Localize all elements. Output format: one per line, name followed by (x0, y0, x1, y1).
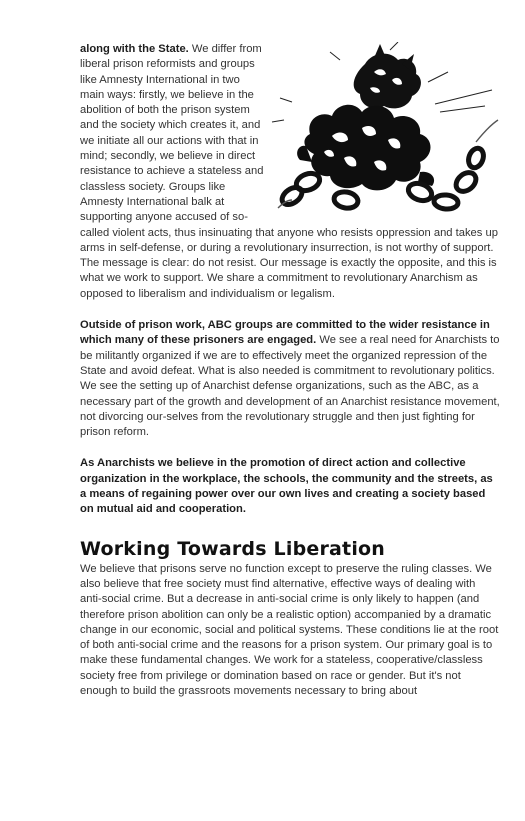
illustration-svg (270, 42, 500, 217)
section-heading-liberation: Working Towards Liberation (80, 537, 386, 560)
paragraph-abolition-body: We differ from liberal prison reformists and groups like Amnesty International in two main ways: firstly, we believe in the abolition of both the prison system and the society which creates it, and we initiate all our actions with that in mind; secondly, we believe in direct resistance to achieve a stateless and classless society. Groups like Amnesty International balk at supporting anyone accused of so-called violent acts, thus insinuating that anyone who resists oppression and takes up arms in self-defense, or during a revolutionary insurrection, is not worthy of support. The message is clear: do not resist. Our message is exactly the opposite, and this is what we work to support. We share a commitment to revolutionary Anarchism as opposed to liberalism and individualism or legalism. (80, 43, 498, 300)
paragraph-abolition (80, 42, 500, 302)
paragraph-abolition-lead: along with the State. (80, 43, 189, 55)
paragraph-resistance (80, 318, 500, 440)
paragraph-resistance-body: We see a real need for Anarchists to be militantly organized if we are to effectively meet the organized repression of the State and avoid defeat. What is also needed is commitment to revolutionary politics. We see the setting up of Anarchist defense organizations, such as the ABC, as a necessary part of the growth and development of an Anarchist resistance movement, not divorcing our-selves from the revolutionary struggle and then just fighting for prison reform. (80, 334, 500, 439)
document-page (80, 42, 500, 699)
paragraph-liberation: We believe that prisons serve no function except to preserve the ruling classes. We also believe that free society must find alternative, effective ways of dealing with anti-social crime. But a decrease in anti-social crime is only likely to happen (and therefore prison abolition can only be a realistic option) accompanied by a dramatic change in our economic, social and political systems. These conditions lie at the root of both anti-social crime and the reasons for a prison system. Our primary goal is to make these fundamental changes. We work for a stateless, cooperative/classless society free from privilege or domination based on race or gender. But it's not enough to build the grassroots movements necessary to bring about (80, 562, 499, 697)
paragraph-direct-action: As Anarchists we believe in the promotion of direct action and collective organization in the workplace, the schools, the community and the streets, as a means of regaining power over our own lives and creating a society based on mutual aid and cooperation. (80, 457, 493, 516)
broken-chains-fists-illustration (270, 42, 500, 217)
paragraph-resistance-lead: Outside of prison work, ABC groups are committed to the wider resistance in which many of these prisoners are engaged. (80, 319, 490, 347)
